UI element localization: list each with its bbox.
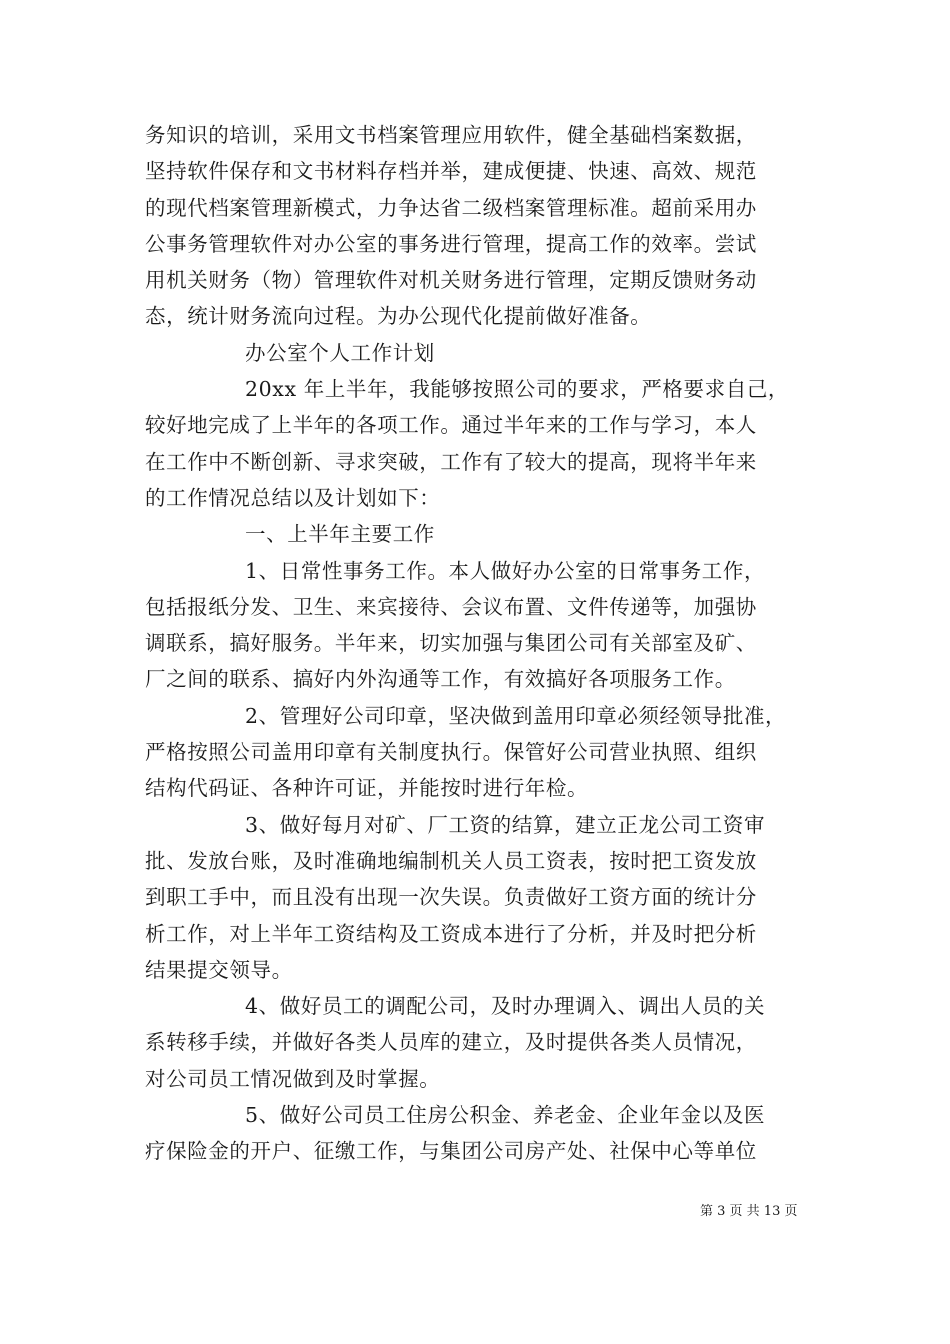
paragraph-p6 — [145, 1097, 825, 1170]
text-line: 3、做好每月对矿、厂工资的结算，建立正龙公司工资审 — [245, 812, 766, 837]
paragraph-p3 — [145, 698, 825, 807]
paragraph-p1 — [145, 371, 825, 516]
paragraph-h1 — [145, 516, 825, 552]
text-line: 结构代码证、各种许可证，并能按时进行年检。 — [145, 776, 589, 801]
text-line: 调联系，搞好服务。半年来，切实加强与集团公司有关部室及矿、 — [145, 631, 757, 656]
text-line: 一、上半年主要工作 — [245, 522, 435, 547]
text-line: 析工作，对上半年工资结构及工资成本进行了分析，并及时把分析 — [145, 921, 757, 946]
text-line: 对公司员工情况做到及时掌握。 — [145, 1066, 441, 1091]
text-line: 5、做好公司员工住房公积金、养老金、企业年金以及医 — [245, 1103, 766, 1128]
paragraph-p5 — [145, 988, 825, 1097]
document-body — [145, 117, 825, 1170]
text-line: 2、管理好公司印章，坚决做到盖用印章必须经领导批准， — [245, 703, 787, 728]
text-line: 20xx 年上半年，我能够按照公司的要求，严格要求自己， — [245, 377, 790, 402]
text-line: 务知识的培训，采用文书档案管理应用软件，健全基础档案数据， — [145, 123, 757, 147]
paragraph-p2 — [145, 553, 825, 698]
text-line: 用机关财务（物）管理软件对机关财务进行管理，定期反馈财务动 — [145, 268, 757, 293]
text-line: 4、做好员工的调配公司，及时办理调入、调出人员的关 — [245, 994, 766, 1019]
paragraph-title — [145, 335, 825, 371]
paragraph-p4 — [145, 807, 825, 988]
text-line: 疗保险金的开户、征缴工作，与集团公司房产处、社保中心等单位 — [145, 1139, 757, 1164]
text-line: 1、日常性事务工作。本人做好办公室的日常事务工作， — [245, 558, 766, 583]
text-line: 厂之间的联系、搞好内外沟通等工作，有效搞好各项服务工作。 — [145, 667, 736, 692]
paragraph-p0 — [145, 117, 825, 335]
text-line: 坚持软件保存和文书材料存档并举，建成便捷、快速、高效、规范 — [145, 159, 757, 184]
text-line: 批、发放台账，及时准确地编制机关人员工资表，按时把工资发放 — [145, 848, 757, 873]
text-line: 系转移手续，并做好各类人员库的建立，及时提供各类人员情况， — [145, 1030, 757, 1055]
text-line: 包括报纸分发、卫生、来宾接待、会议布置、文件传递等，加强协 — [145, 594, 757, 619]
text-line: 的工作情况总结以及计划如下： — [145, 485, 441, 510]
text-line: 严格按照公司盖用印章有关制度执行。保管好公司营业执照、组织 — [145, 740, 757, 765]
text-line: 公事务管理软件对办公室的事务进行管理，提高工作的效率。尝试 — [145, 231, 757, 256]
text-line: 到职工手中，而且没有出现一次失误。负责做好工资方面的统计分 — [145, 885, 757, 910]
text-line: 结果提交领导。 — [145, 957, 293, 982]
text-line: 的现代档案管理新模式，力争达省二级档案管理标准。超前采用办 — [145, 195, 757, 220]
text-line: 较好地完成了上半年的各项工作。通过半年来的工作与学习，本人 — [145, 413, 757, 438]
text-line: 态，统计财务流向过程。为办公现代化提前做好准备。 — [145, 304, 652, 329]
text-line: 在工作中不断创新、寻求突破，工作有了较大的提高，现将半年来 — [145, 449, 757, 474]
page-number-footer: 第 3 页 共 13 页 — [700, 1204, 798, 1219]
text-line: 办公室个人工作计划 — [245, 340, 435, 365]
